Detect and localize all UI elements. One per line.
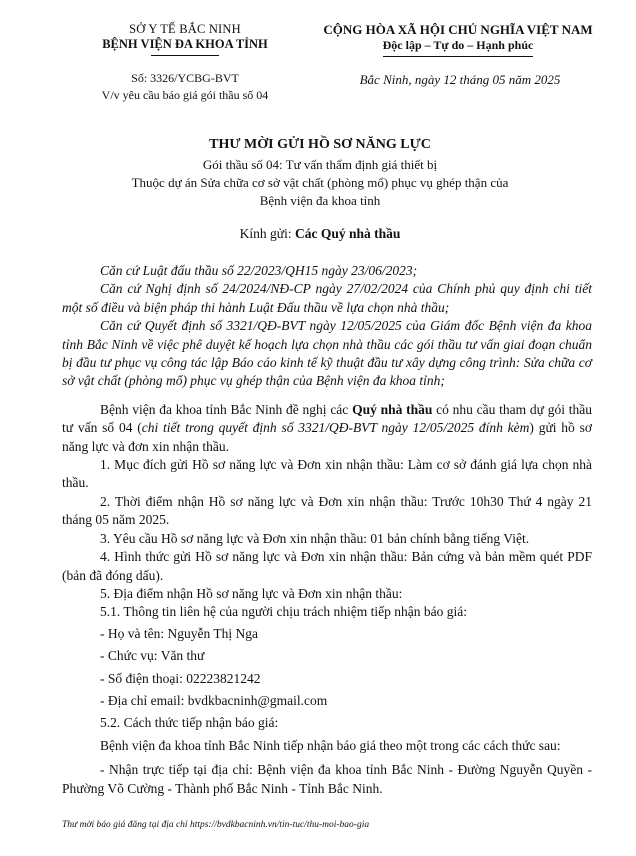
parent-agency: SỞ Y TẾ BẮC NINH [129, 22, 241, 36]
method-heading: 5.2. Cách thức tiếp nhận báo giá: [100, 715, 279, 731]
legal-basis-2: Căn cứ Nghị định số 24/2024/NĐ-CP ngày 27/02/2024 của Chính phủ quy định chi tiết một số điều và biện pháp thi hành Luật Đấu thầu về lựa chọn nhà thầu; [62, 281, 592, 315]
contact-name: - Họ và tên: Nguyễn Thị Nga [100, 625, 258, 641]
item-2: 2. Thời điểm nhận Hồ sơ năng lực và Đơn xin nhận thầu: Trước 10h30 Thứ 4 ngày 21 tháng 05 năm 2025. [62, 493, 592, 528]
item-4: 4. Hình thức gửi Hồ sơ năng lực và Đơn xin nhận thầu: Bản cứng và bản mềm quét PDF (bản đã đóng dấu). [62, 549, 592, 583]
reference-number: Số: 3326/YCBG-BVT [131, 71, 239, 85]
section-gap [62, 391, 592, 401]
intro-bold: Quý nhà thầu [352, 401, 433, 417]
intro-part-2: có nhu cầu tham dự gói thầu tư vấn số 04 ( [62, 401, 592, 436]
greeting-recipient: Các Quý nhà thầu [294, 226, 401, 241]
agency-header [60, 22, 310, 56]
legal-basis-3: Căn cứ Quyết định số 3321/QĐ-BVT ngày 12/05/2025 của Giám đốc Bệnh viện đa khoa tỉnh Bắc Ninh về việc phê duyệt kế hoạch lựa chọn nhà thầu các gói thầu tư vấn giai đoạn chuẩn bị đầu tư phục vụ công tác lập Báo cáo kinh tế kỹ thuật đầu tư xây dựng công trình: Sửa chữa cơ sở vật chất (phòng mổ) phục vụ ghép thận của Bệnh viện đa khoa tỉnh; [62, 318, 592, 389]
title-line-1: Gói thầu số 04: Tư vấn thẩm định giá thiết bị [202, 157, 438, 172]
item-5: 5. Địa điểm nhận Hồ sơ năng lực và Đơn xin nhận thầu: [100, 585, 403, 601]
item-3: 3. Yêu cầu Hồ sơ năng lực và Đơn xin nhận thầu: 01 bản chính bằng tiếng Việt. [100, 530, 530, 546]
title-line-3: Bệnh viện đa khoa tỉnh [259, 193, 381, 208]
contact-phone: - Số điện thoại: 02223821242 [100, 670, 261, 686]
national-motto: Độc lập – Tự do – Hạnh phúc [382, 38, 534, 52]
document-body [62, 262, 592, 798]
greeting-prefix: Kính gửi: [239, 226, 295, 241]
document-date: Bắc Ninh, ngày 12 tháng 05 năm 2025 [359, 72, 561, 87]
title-line-2: Thuộc dự án Sửa chữa cơ sở vật chất (phòng mổ) phục vụ ghép thận của [131, 175, 509, 190]
page-footer: Thư mời báo giá đăng tại địa chỉ https://bvdkbacninh.vn/tin-tuc/thu-moi-bao-gia [62, 820, 370, 830]
item-5-1: 5.1. Thông tin liên hệ của người chịu trách nhiệm tiếp nhận báo giá: [100, 604, 467, 620]
item-1: 1. Mục đích gửi Hồ sơ năng lực và Đơn xin nhận thầu: Làm cơ sở đánh giá lựa chọn nhà thầu. [62, 457, 592, 491]
method-text: Bệnh viện đa khoa tỉnh Bắc Ninh tiếp nhận báo giá theo một trong các cách thức sau: [100, 737, 561, 753]
greeting [80, 226, 560, 242]
document-title: THƯ MỜI GỬI HỒ SƠ NĂNG LỰC [209, 137, 431, 152]
intro-italic: chi tiết trong quyết định số 3321/QĐ-BVT ngày 12/05/2025 đính kèm [141, 420, 530, 436]
hospital-name: BỆNH VIỆN ĐA KHOA TỈNH [102, 37, 268, 51]
contact-position: - Chức vụ: Văn thư [100, 648, 205, 664]
motto-underline [383, 56, 533, 57]
intro-part-1: Bệnh viện đa khoa tỉnh Bắc Ninh đề nghị các [100, 401, 353, 417]
contact-email: - Địa chỉ email: bvdkbacninh@gmail.com [100, 692, 328, 708]
title-block [80, 137, 560, 210]
agency-underline [151, 55, 219, 56]
reference-subject: V/v yêu cầu báo giá gói thầu số 04 [101, 88, 269, 102]
intro-paragraph [62, 401, 592, 456]
document-reference [60, 70, 310, 104]
method-item: - Nhận trực tiếp tại địa chỉ: Bệnh viện đa khoa tỉnh Bắc Ninh - Đường Nguyễn Quyền - Phường Võ Cường - Thành phố Bắc Ninh - Tỉnh Bắc Ninh. [62, 762, 592, 796]
national-header [300, 22, 616, 57]
intro-part-3: ) gửi hồ sơ năng lực và đơn xin nhận thầu. [62, 420, 592, 454]
legal-basis-1: Căn cứ Luật đấu thầu số 22/2023/QH15 ngày 23/06/2023; [100, 263, 418, 278]
national-title: CỘNG HÒA XÃ HỘI CHỦ NGHĨA VIỆT NAM [323, 22, 593, 37]
